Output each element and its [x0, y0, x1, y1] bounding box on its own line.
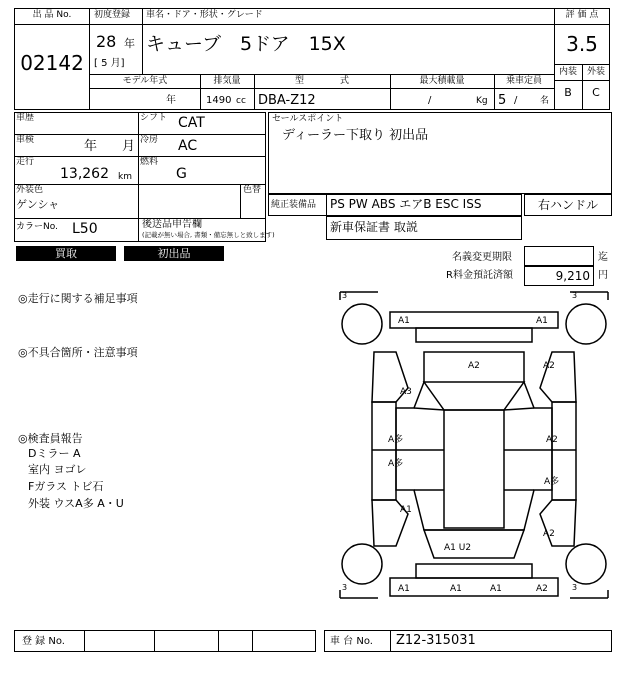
- ext-color-value: ゲンシャ: [16, 198, 60, 211]
- right-front-fender: [540, 352, 576, 402]
- damage-mark: A2: [468, 361, 480, 371]
- divider: [90, 24, 554, 25]
- ac-label: 冷房: [140, 135, 159, 145]
- displacement: 1490: [206, 95, 232, 106]
- chassis-number: Z12-315031: [396, 633, 476, 648]
- type-code: DBA-Z12: [258, 93, 316, 108]
- inspector-line: Fガラス トビ石: [28, 480, 104, 493]
- first-reg-label: 初度登録: [94, 10, 131, 20]
- divider: [14, 184, 266, 185]
- tire-label: 3: [572, 583, 578, 592]
- equipment-list: PS PW ABS エアB ESC ISS: [330, 197, 482, 211]
- damage-mark: A2: [546, 435, 558, 445]
- car-diagram-svg: [338, 290, 610, 600]
- post-doc-note: (記載が無い場合, 書類・備忘無しと致します): [142, 231, 275, 239]
- name-change-field: [524, 246, 594, 266]
- max-load-unit: Kg: [476, 96, 488, 106]
- inspection-year-unit: 年: [84, 139, 98, 154]
- reg-year: 28: [96, 32, 117, 51]
- first-listing-tag: 初出品: [124, 246, 224, 261]
- sales-point-label: セールスポイント: [272, 114, 344, 124]
- history-label: 車歴: [16, 113, 35, 123]
- tire-label: 3: [572, 291, 578, 300]
- divider: [14, 24, 90, 25]
- capacity-unit: 名: [540, 96, 550, 106]
- car-body-outline: [396, 352, 552, 530]
- car-name: キューブ 5ドア 15X: [146, 33, 346, 55]
- rear-window: [424, 530, 524, 558]
- left-door-panel: [372, 402, 396, 500]
- divider: [554, 24, 610, 25]
- inspector-report-label: ◎検査員報告: [18, 432, 83, 445]
- driving-notes-label: ◎走行に関する補足事項: [18, 292, 138, 305]
- fuel-value: G: [176, 166, 187, 182]
- tire-label: 3: [342, 583, 348, 592]
- damage-mark: A1: [490, 584, 502, 594]
- post-doc-label: 後送品申告欄: [142, 219, 202, 230]
- type-label: 型 式: [294, 76, 349, 86]
- front-grille: [416, 328, 532, 342]
- rating-value: 3.5: [566, 32, 598, 56]
- capacity-slash: /: [514, 95, 518, 106]
- color-no-label: カラーNo.: [16, 222, 58, 232]
- capacity: 5: [498, 93, 507, 108]
- inspector-line: 外装 ウスA多 A・U: [28, 497, 124, 510]
- panel-line: [504, 408, 534, 490]
- buy-tag: 買取: [16, 246, 116, 261]
- reg-month: [ 5 月]: [94, 58, 125, 69]
- name-change-unit: 迄: [598, 252, 608, 263]
- damage-mark: A多: [388, 459, 404, 469]
- color-change-label: 色替: [243, 185, 262, 195]
- divider: [90, 88, 554, 89]
- divider: [138, 112, 139, 218]
- damage-mark: A1: [398, 584, 410, 594]
- recycle-value: 9,210: [555, 269, 590, 283]
- damage-mark: A2: [543, 361, 555, 371]
- recycle-unit: 円: [598, 270, 608, 281]
- divider: [14, 218, 266, 219]
- max-load-label: 最大積載量: [419, 76, 465, 86]
- defects-label: ◎不具合箇所・注意事項: [18, 346, 138, 359]
- rear-bumper: [390, 578, 558, 596]
- divider: [252, 630, 253, 652]
- capacity-label: 乗車定員: [505, 76, 542, 86]
- interior-label: 内装: [558, 67, 577, 77]
- handle-value: 右ハンドル: [537, 198, 598, 212]
- divider: [218, 630, 219, 652]
- chassis-label: 車 台 No.: [330, 636, 373, 647]
- exterior-label: 外装: [586, 67, 605, 77]
- damage-mark: A1 U2: [444, 543, 472, 553]
- rating-label: 評 価 点: [565, 10, 599, 20]
- recycle-label: R料金預託済額: [446, 270, 513, 281]
- inspector-line: 室内 ヨゴレ: [28, 463, 87, 476]
- divider: [84, 630, 85, 652]
- ac-value: AC: [178, 138, 198, 154]
- right-rear-fender: [540, 500, 576, 546]
- divider: [154, 630, 155, 652]
- inspection-month-unit: 月: [122, 139, 136, 154]
- model-year-unit: 年: [166, 95, 176, 106]
- damage-mark: A3: [400, 387, 412, 397]
- hood: [424, 382, 524, 410]
- wheel-icon: [566, 544, 606, 584]
- mileage-unit: km: [118, 172, 132, 182]
- displacement-label: 排気量: [213, 76, 241, 86]
- model-label: 車名・ドア・形状・グレード: [146, 10, 263, 20]
- roof: [444, 410, 504, 528]
- mileage-value: 13,262: [60, 166, 109, 182]
- damage-mark: A1: [398, 316, 410, 326]
- divider: [326, 194, 327, 216]
- ext-color-label: 外装色: [16, 185, 44, 195]
- damage-mark: A1: [400, 505, 412, 515]
- color-no-value: L50: [72, 221, 98, 237]
- front-bumper: [390, 312, 558, 328]
- name-change-label: 名義変更期限: [452, 252, 512, 263]
- divider: [90, 74, 554, 75]
- panel-line: [414, 408, 444, 490]
- fuel-label: 燃料: [140, 157, 159, 167]
- wheel-icon: [342, 544, 382, 584]
- lot-label: 出 品 No.: [32, 10, 72, 20]
- inspection-label: 車検: [16, 135, 35, 145]
- interior-grade: B: [564, 86, 572, 99]
- damage-mark: A1: [450, 584, 462, 594]
- mileage-label: 走行: [16, 157, 35, 167]
- damage-mark: A多: [388, 435, 404, 445]
- sales-point-text: ディーラー下取り 初出品: [282, 128, 429, 143]
- displacement-unit: cc: [236, 96, 246, 106]
- equipment-label: 純正装備品: [271, 200, 317, 210]
- damage-mark: A2: [543, 529, 555, 539]
- max-load: /: [428, 95, 432, 106]
- reg-no-label: 登 録 No.: [22, 636, 65, 647]
- exterior-grade: C: [592, 86, 600, 99]
- warranty-text: 新車保証書 取説: [330, 220, 418, 234]
- car-diagram: [338, 290, 610, 600]
- divider: [554, 80, 610, 81]
- wheel-icon: [566, 304, 606, 344]
- damage-mark: A1: [536, 316, 548, 326]
- divider: [390, 630, 391, 652]
- wheel-icon: [342, 304, 382, 344]
- reg-year-unit: 年: [124, 37, 135, 50]
- model-year-label: モデル年式: [122, 76, 168, 86]
- divider: [240, 184, 241, 218]
- tire-label: 3: [342, 291, 348, 300]
- damage-mark: A多: [544, 477, 560, 487]
- divider: [142, 8, 143, 74]
- shift-value: CAT: [178, 115, 205, 131]
- rear-panel: [416, 564, 532, 578]
- damage-mark: A2: [536, 584, 548, 594]
- divider: [138, 218, 139, 242]
- inspector-line: Dミラー A: [28, 447, 81, 460]
- shift-label: シフト: [140, 113, 168, 123]
- lot-number: 02142: [20, 51, 84, 75]
